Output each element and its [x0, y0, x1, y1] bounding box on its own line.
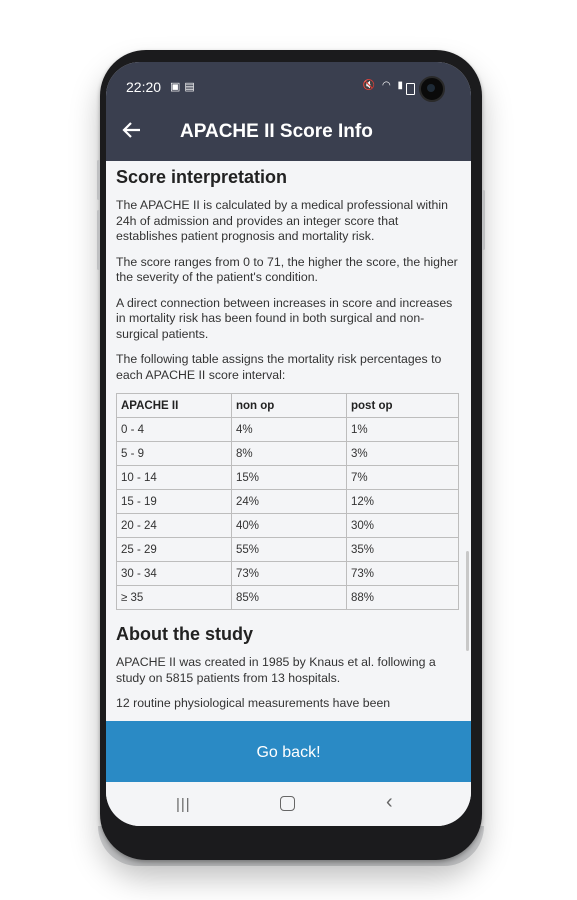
bixby-button [97, 210, 100, 270]
mortality-table [116, 393, 459, 610]
table-cell: 8% [232, 442, 347, 466]
table-cell: 15 - 19 [117, 490, 232, 514]
status-bar [106, 62, 471, 106]
status-time: 22:20 [126, 79, 162, 95]
table-row [117, 562, 459, 586]
table-cell: 4% [232, 418, 347, 442]
table-cell: 5 - 9 [117, 442, 232, 466]
table-header-cell: non op [232, 394, 347, 418]
table-cell: 35% [347, 538, 459, 562]
recents-icon[interactable]: ||| [176, 796, 191, 813]
table-cell: 24% [232, 490, 347, 514]
wifi-icon: ◠ [381, 80, 393, 91]
notification-icons [170, 80, 199, 93]
table-cell: 85% [232, 586, 347, 610]
table-row [117, 586, 459, 610]
paragraph: The APACHE II is calculated by a medical professional within 24h of admission and provides an integer score that establishes patient prognosis and mortality risk. [116, 198, 448, 243]
scroll-content[interactable] [106, 161, 471, 721]
table-cell: 73% [232, 562, 347, 586]
go-back-button[interactable]: Go back! [106, 721, 471, 782]
table-cell: 40% [232, 514, 347, 538]
table-header-cell: post op [347, 394, 459, 418]
page-title: APACHE II Score Info [180, 121, 373, 142]
home-icon[interactable] [280, 796, 295, 811]
paragraph: The following table assigns the mortality risk percentages to each APACHE II score interval: [116, 352, 442, 382]
signal-icon: ▮ [397, 80, 405, 91]
table-row [117, 418, 459, 442]
android-nav-bar [106, 782, 471, 826]
table-cell: 3% [347, 442, 459, 466]
table-cell: 73% [347, 562, 459, 586]
paragraph: APACHE II was created in 1985 by Knaus et al. following a study on 5815 patients from 13 hospitals. [116, 655, 436, 685]
power-button [482, 190, 485, 250]
back-nav-icon[interactable]: ‹ [386, 791, 393, 813]
table-header-row [117, 394, 459, 418]
table-cell: 0 - 4 [117, 418, 232, 442]
image-icon: ▣ [170, 81, 185, 93]
table-cell: 30 - 34 [117, 562, 232, 586]
table-cell: 12% [347, 490, 459, 514]
table-cell: 15% [232, 466, 347, 490]
front-camera [419, 76, 445, 102]
paragraph: The score ranges from 0 to 71, the higher the score, the higher the severity of the patient's condition. [116, 254, 458, 284]
table-cell: 55% [232, 538, 347, 562]
table-cell: ≥ 35 [117, 586, 232, 610]
table-cell: 1% [347, 418, 459, 442]
paragraph: A direct connection between increases in score and increases in mortality risk has been found in both surgical and non-surgical patients. [116, 295, 453, 341]
scrollbar[interactable] [466, 551, 469, 651]
app-bar [106, 106, 471, 161]
phone-screen [106, 62, 471, 826]
table-row [117, 514, 459, 538]
table-cell: 88% [347, 586, 459, 610]
table-cell: 30% [347, 514, 459, 538]
table-row [117, 442, 459, 466]
table-header-cell: APACHE II [117, 394, 232, 418]
table-row [117, 466, 459, 490]
table-row [117, 538, 459, 562]
volume-button [97, 160, 100, 200]
calendar-icon: ▤ [184, 81, 199, 93]
section-heading-study: About the study [116, 624, 253, 644]
mute-icon: 🔇 [362, 80, 378, 91]
battery-icon [406, 83, 415, 95]
section-heading-interpretation: Score interpretation [116, 167, 288, 187]
paragraph: 12 routine physiological measurements have been [116, 696, 391, 710]
table-cell: 10 - 14 [117, 466, 232, 490]
table-cell: 7% [347, 466, 459, 490]
system-icons [363, 80, 405, 91]
arrow-left-icon[interactable] [122, 120, 142, 144]
table-row [117, 490, 459, 514]
table-cell: 20 - 24 [117, 514, 232, 538]
table-cell: 25 - 29 [117, 538, 232, 562]
